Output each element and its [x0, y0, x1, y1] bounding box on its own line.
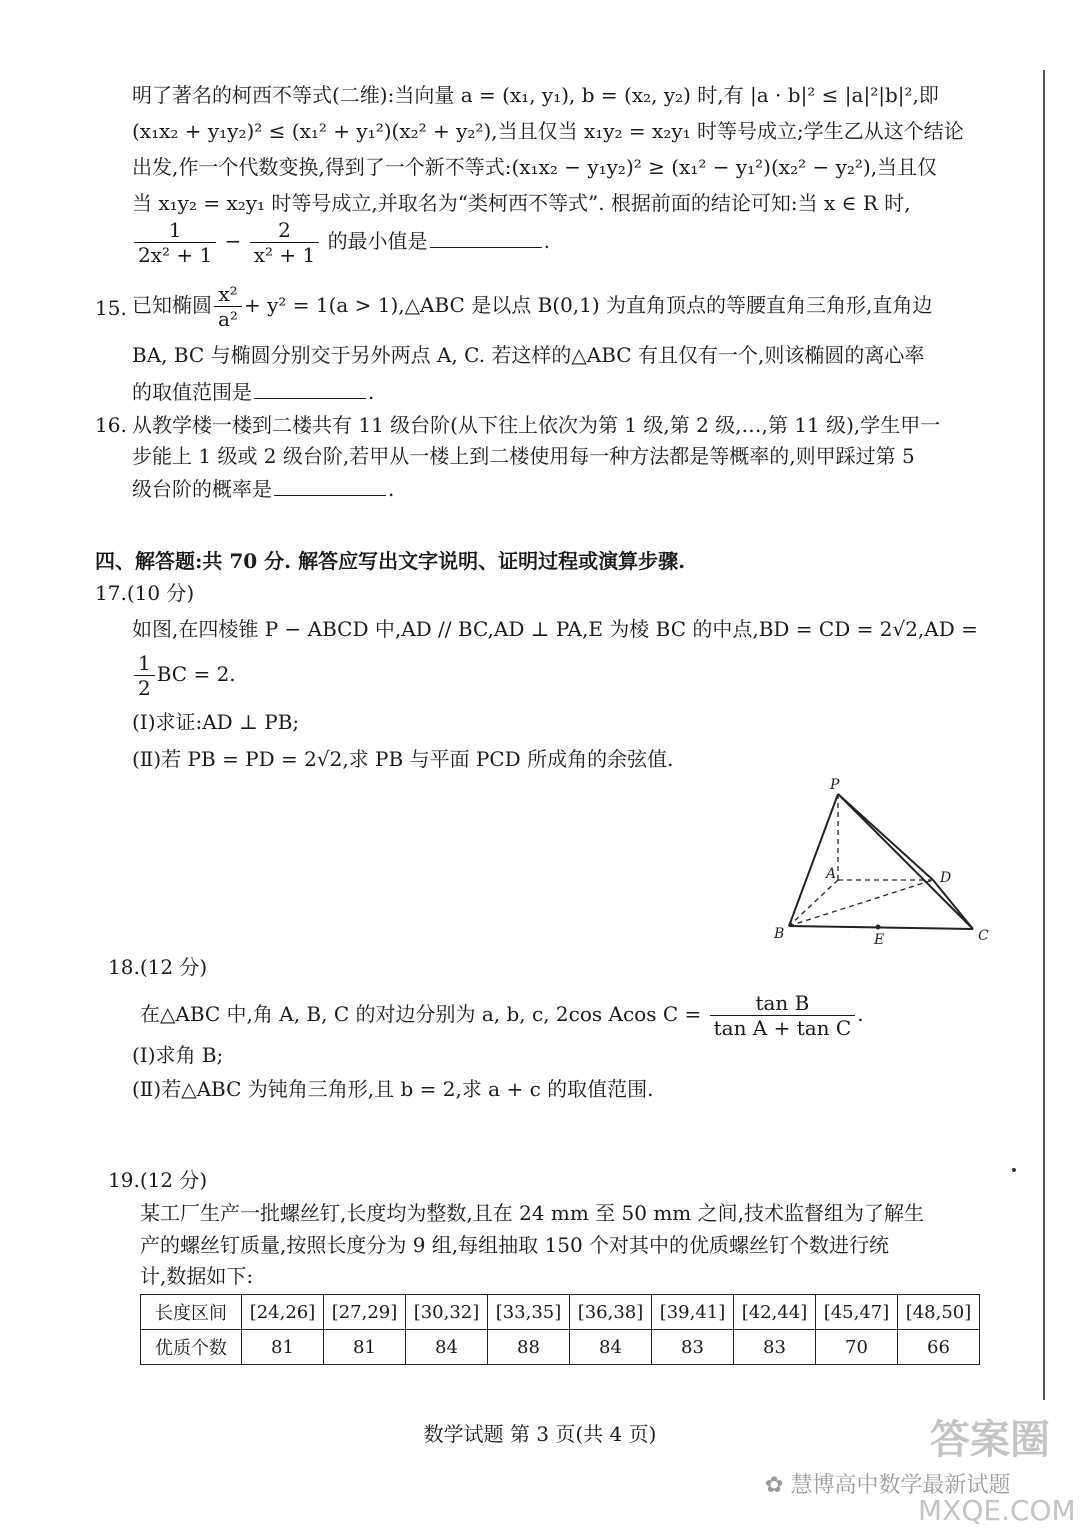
interval-cell: [24,26]	[242, 1295, 324, 1330]
count-cell: 83	[652, 1330, 734, 1365]
q16-number: 16.	[95, 413, 127, 437]
count-cell: 83	[734, 1330, 816, 1365]
q15-line-1: 已知椭圆 $\frac{\text{x²}}{\text{a²}}$ + y² = 1(a > 1),△ABC 是以点 B(0,1) 为直角顶点的等腰直角三角形,直角边	[132, 282, 933, 331]
count-cell: 81	[242, 1330, 324, 1365]
count-cell: 84	[570, 1330, 652, 1365]
label-A: A	[826, 866, 837, 882]
q14-fraction-1: $\frac{1}{\text{2x² + 1}}$	[134, 218, 216, 267]
q14-answer-blank	[430, 227, 542, 248]
count-cell: 88	[488, 1330, 570, 1365]
q17-header: 17.(10 分)	[95, 581, 195, 605]
interval-cell: [39,41]	[652, 1295, 734, 1330]
margin-rule	[1043, 70, 1045, 1400]
q18-header: 18.(12 分)	[108, 955, 208, 979]
q19-header: 19.(12 分)	[108, 1168, 208, 1192]
stray-dot	[1012, 1168, 1016, 1172]
interval-cell: [33,35]	[488, 1295, 570, 1330]
q19-line-2: 产的螺丝钉质量,按照长度分为 9 组,每组抽取 150 个对其中的优质螺丝钉个数进行统	[140, 1233, 890, 1257]
q14-fraction-2: $\frac{2}{\text{x² + 1}}$	[250, 218, 320, 267]
q16-line-2: 步能上 1 级或 2 级台阶,若甲从一楼上到二楼使用每一种方法都是等概率的,则甲踩过第 5	[132, 444, 915, 468]
q17-part-1: (Ⅰ)求证:AD ⊥ PB;	[132, 710, 300, 734]
interval-cell: [30,32]	[406, 1295, 488, 1330]
wechat-icon: ✿	[765, 1473, 784, 1498]
q15-line-3: 的取值范围是 .	[132, 380, 375, 404]
q18-tan-fraction: $\frac{\text{tan B}}{\text{tan A + tan C}}$	[710, 991, 856, 1040]
section-heading: 四、解答题:共 70 分. 解答应写出文字说明、证明过程或演算步骤.	[95, 549, 686, 573]
page-footer: 数学试题 第 3 页(共 4 页)	[423, 1422, 657, 1446]
q14-line-3: 出发,作一个代数变换,得到了一个新不等式:(x₁x₂ − y₁y₂)² ≥ (x₁² − y₁²)(x₂² − y₂²),当且仅	[132, 155, 938, 179]
q17-part-2: (Ⅱ)若 PB = PD = 2√2,求 PB 与平面 PCD 所成角的余弦值.	[132, 747, 674, 771]
count-cell: 81	[324, 1330, 406, 1365]
q18-part-2: (Ⅱ)若△ABC 为钝角三角形,且 b = 2,求 a + c 的取值范围.	[132, 1077, 654, 1101]
count-cell: 84	[406, 1330, 488, 1365]
q15-answer-blank	[254, 378, 366, 399]
q14-line-1: 明了著名的柯西不等式(二维):当向量 a = (x₁, y₁), b = (x₂, y₂) 时,有 |a · b|² ≤ |a|²|b|²,即	[132, 83, 939, 107]
q15-number: 15.	[95, 296, 127, 320]
table-row-intervals	[141, 1295, 980, 1330]
row-header-count: 优质个数	[141, 1330, 242, 1365]
q14-expression: $\frac{1}{\text{2x² + 1}}$ − $\frac{2}{\text{x² + 1}}$ 的最小值是 .	[132, 218, 550, 267]
q19-line-1: 某工厂生产一批螺丝钉,长度均为整数,且在 24 mm 至 50 mm 之间,技术监督组为了解生	[140, 1201, 924, 1225]
q18-line-1: 在△ABC 中,角 A, B, C 的对边分别为 a, b, c, 2cos Acos C = $\frac{\text{tan B}}{\text{tan A + tan C}}$ .	[140, 991, 864, 1040]
q14-line-2: (x₁x₂ + y₁y₂)² ≤ (x₁² + y₁²)(x₂² + y₂²),当且仅当 x₁y₂ = x₂y₁ 时等号成立;学生乙从这个结论	[132, 119, 964, 143]
watermark-site: MXQE.COM	[918, 1494, 1076, 1527]
q17-half-fraction: $\frac{1}{2}$	[134, 651, 155, 700]
q16-line-1: 从教学楼一楼到二楼共有 11 级台阶(从下往上依次为第 1 级,第 2 级,…,第 11 级),学生甲一	[132, 413, 941, 437]
q18-part-1: (Ⅰ)求角 B;	[132, 1043, 224, 1067]
q17-line-2: $\frac{1}{2}$ BC = 2.	[132, 651, 236, 700]
watermark-logo: 答案圈	[930, 1417, 1050, 1463]
label-P: P	[830, 777, 840, 793]
pyramid-figure	[770, 772, 1000, 952]
q16-answer-blank	[274, 475, 386, 496]
interval-cell: [36,38]	[570, 1295, 652, 1330]
label-B: B	[774, 926, 785, 942]
interval-cell: [27,29]	[324, 1295, 406, 1330]
interval-cell: [45,47]	[816, 1295, 898, 1330]
row-header-interval: 长度区间	[141, 1295, 242, 1330]
count-cell: 70	[816, 1330, 898, 1365]
watermark-channel: ✿ 慧博高中数学最新试题	[765, 1473, 1011, 1498]
label-D: D	[940, 870, 952, 886]
label-C: C	[978, 928, 989, 944]
q15-line-2: BA, BC 与椭圆分别交于另外两点 A, C. 若这样的△ABC 有且仅有一个,则该椭圆的离心率	[132, 343, 925, 367]
screw-quality-table	[140, 1294, 980, 1365]
q15-ellipse-fraction: $\frac{\text{x²}}{\text{a²}}$	[214, 282, 242, 331]
q16-line-3: 级台阶的概率是 .	[132, 477, 395, 501]
table-row-counts	[141, 1330, 980, 1365]
q17-line-1: 如图,在四棱锥 P − ABCD 中,AD // BC,AD ⊥ PA,E 为棱 BC 的中点,BD = CD = 2√2,AD =	[132, 617, 978, 641]
count-cell: 66	[898, 1330, 980, 1365]
q19-line-3: 计,数据如下:	[140, 1264, 254, 1288]
label-E: E	[874, 932, 885, 948]
q14-line-4: 当 x₁y₂ = x₂y₁ 时等号成立,并取名为“类柯西不等式”. 根据前面的结论可知:当 x ∈ R 时,	[132, 191, 911, 215]
interval-cell: [42,44]	[734, 1295, 816, 1330]
interval-cell: [48,50]	[898, 1295, 980, 1330]
